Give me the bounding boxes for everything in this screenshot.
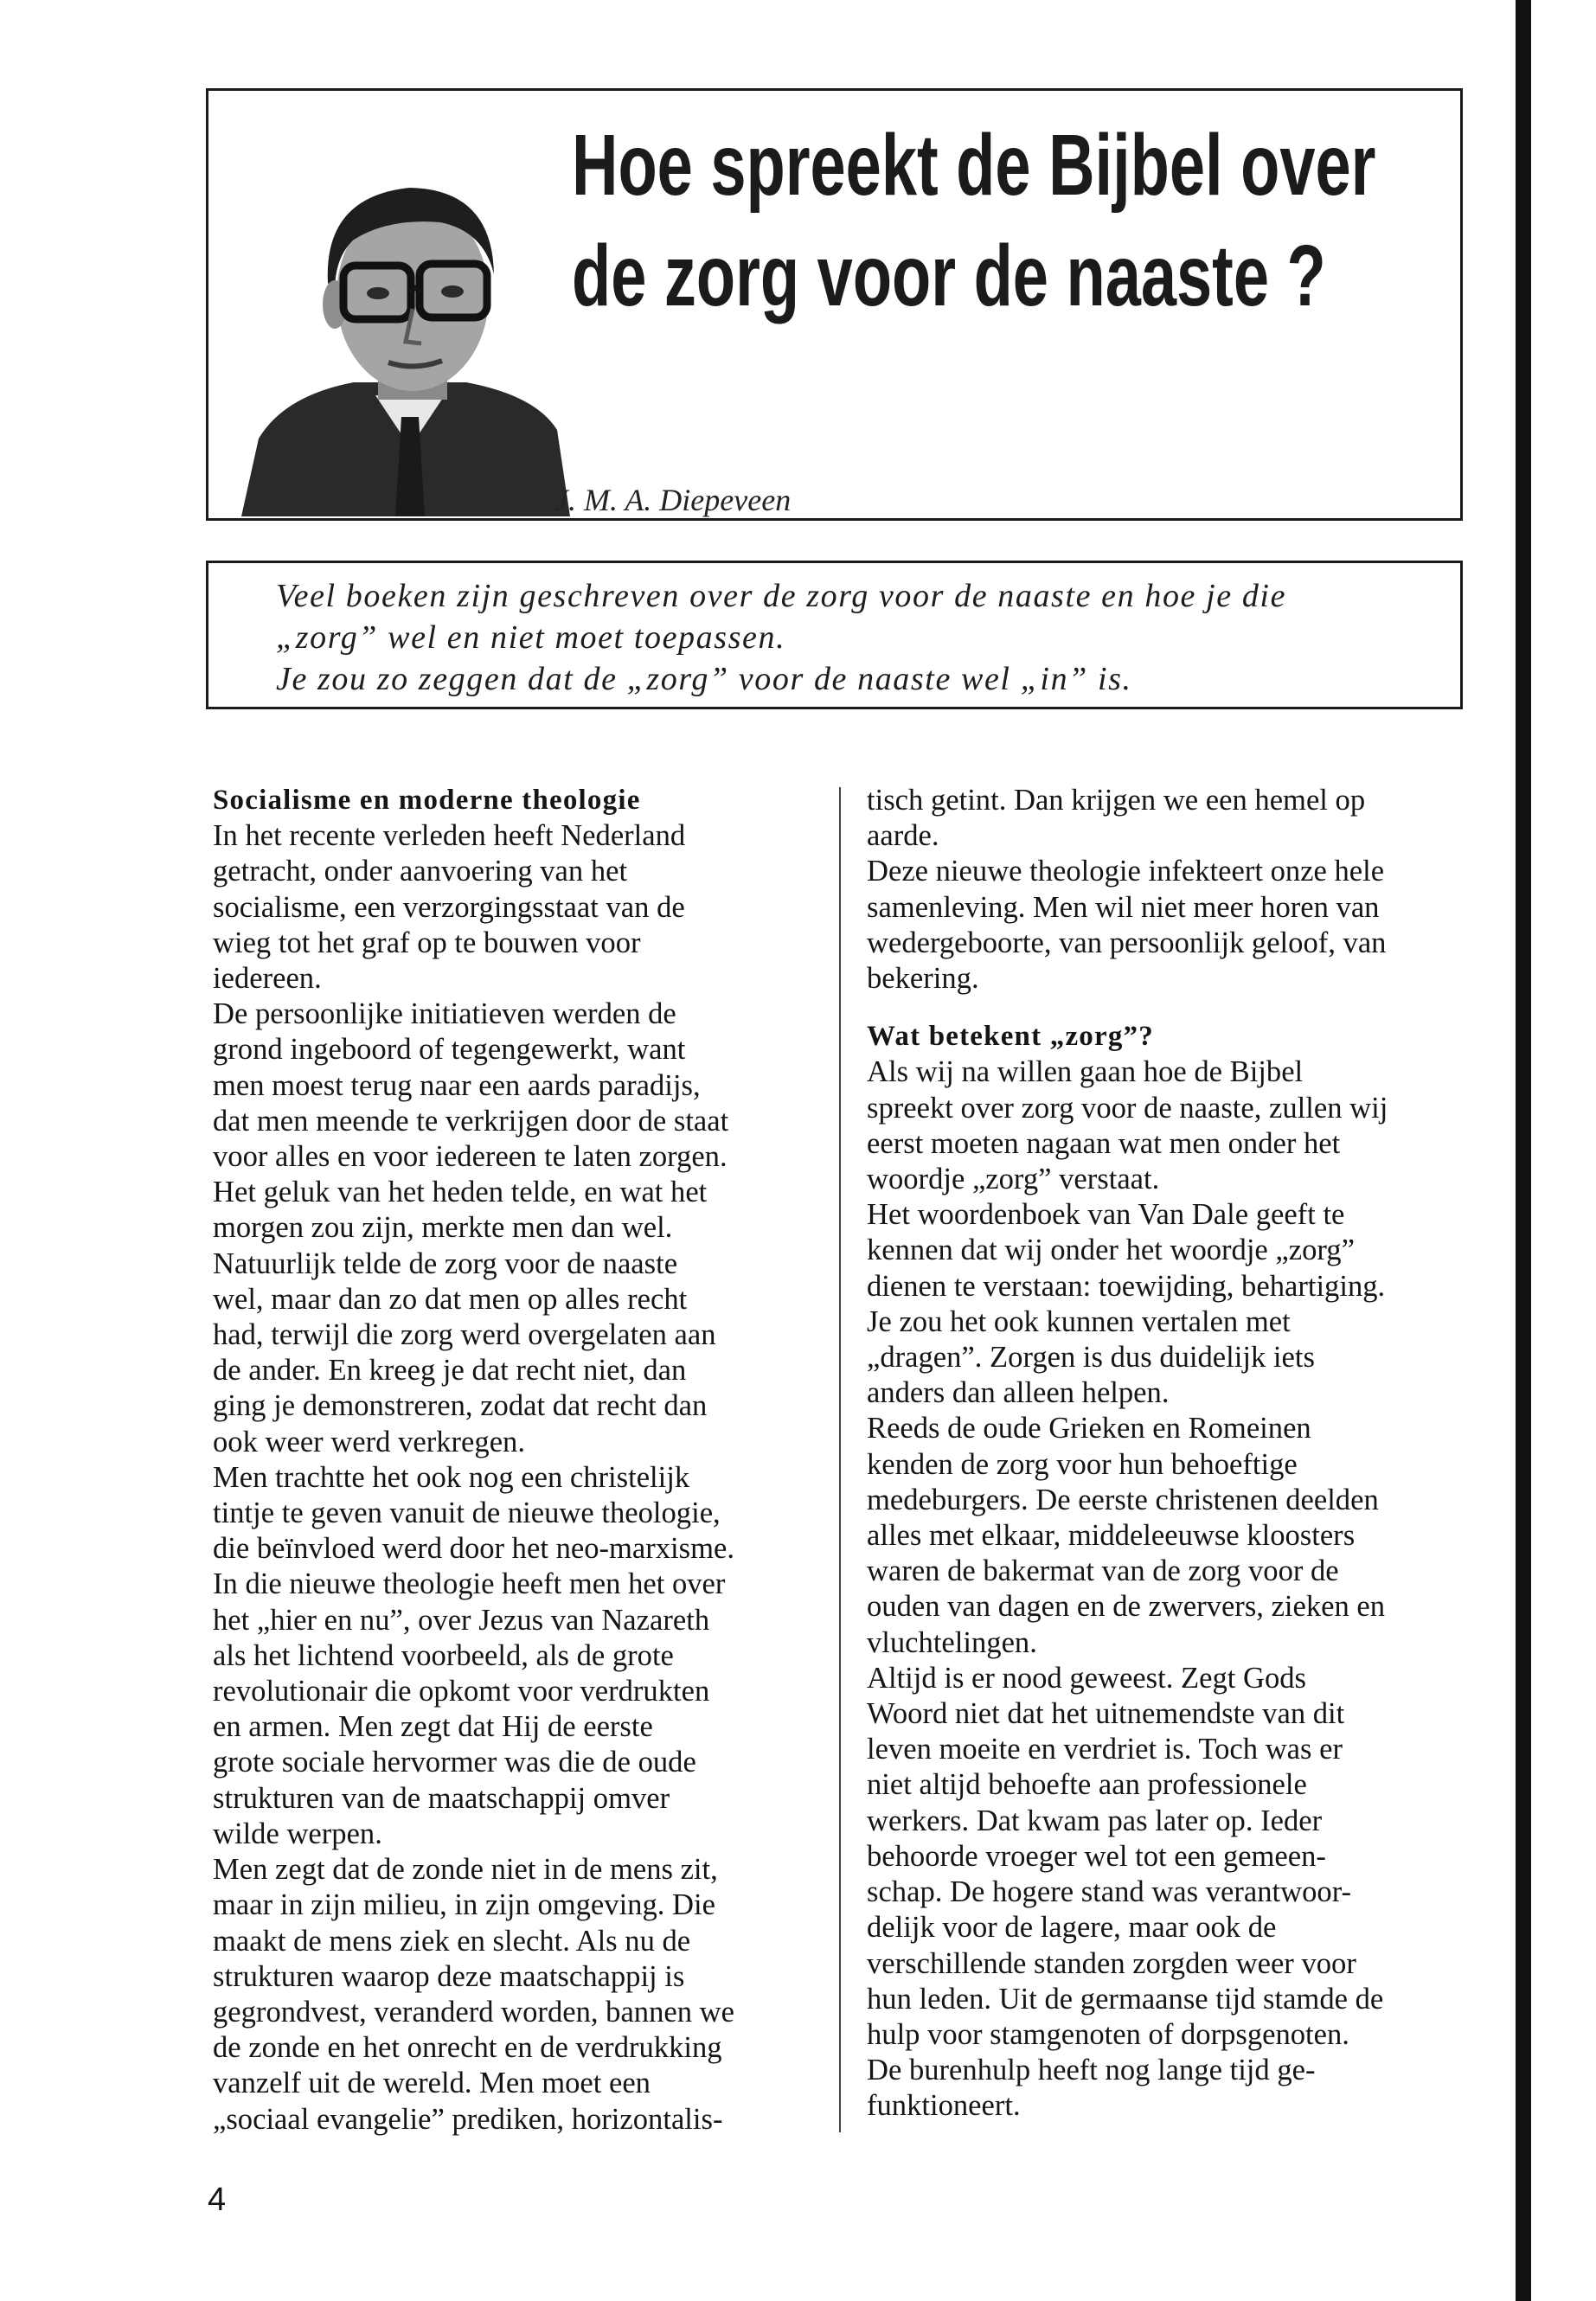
text-line: kennen dat wij onder het woordje „zorg” <box>867 1234 1355 1267</box>
text-line: leven moeite en verdriet is. Toch was er <box>867 1733 1343 1766</box>
text-line: vluchtelingen. <box>867 1625 1037 1659</box>
text-line: hulp voor stamgenoten of dorpsgenoten. <box>867 2017 1349 2051</box>
text-line: wedergeboorte, van persoonlijk geloof, van <box>867 926 1387 959</box>
text-line: Altijd is er nood geweest. Zegt Gods <box>867 1661 1307 1695</box>
section-heading: Wat betekent „zorg”? <box>867 1021 1154 1053</box>
text-line: Reeds de oude Grieken en Romeinen <box>867 1412 1311 1445</box>
text-line: werkers. Dat kwam pas later op. Ieder <box>867 1804 1323 1837</box>
text-line: strukturen van de maatschappij omver <box>213 1781 670 1815</box>
text-line: morgen zou zijn, merkte men dan wel. <box>213 1211 673 1245</box>
text-line: Woord niet dat het uitnemendste van dit <box>867 1697 1345 1731</box>
text-line: funktioneert. <box>867 2089 1021 2123</box>
text-line: De burenhulp heeft nog lange tijd ge- <box>867 2054 1316 2087</box>
text-line: gegrondvest, veranderd worden, bannen we <box>213 1995 734 2029</box>
text-line: revolutionair die opkomt voor verdrukten <box>213 1675 710 1708</box>
section-gap <box>867 997 1490 1019</box>
text-line: men moest terug naar een aards paradijs, <box>213 1068 701 1102</box>
section-heading: Socialisme en moderne theologie <box>213 785 641 816</box>
text-line: samenleving. Men wil niet meer horen van <box>867 890 1380 924</box>
text-line: had, terwijl die zorg werd overgelaten aan <box>213 1318 716 1352</box>
text-line: De persoonlijke initiatieven werden de <box>213 997 676 1031</box>
intro-box <box>206 561 1463 709</box>
text-line: waren de bakermat van de zorg voor de <box>867 1554 1339 1588</box>
text-line: grote sociale hervormer was die de oude <box>213 1746 696 1779</box>
text-line: iedereen. <box>213 962 322 996</box>
intro-line: „zorg” wel en niet moet toepassen. <box>276 619 786 656</box>
text-line: het „hier en nu”, over Jezus van Nazareth <box>213 1603 710 1637</box>
text-line: ging je demonstreren, zodat dat recht dan <box>213 1389 708 1423</box>
text-line: getracht, onder aanvoering van het <box>213 855 628 888</box>
text-line: strukturen waarop deze maatschappij is <box>213 1959 685 1993</box>
text-line: spreekt over zorg voor de naaste, zullen wij <box>867 1091 1388 1125</box>
text-line: woordje „zorg” verstaat. <box>867 1163 1160 1196</box>
text-line: verschillende standen zorgden weer voor <box>867 1946 1356 1980</box>
text-line: wilde werpen. <box>213 1817 382 1850</box>
article-title <box>572 110 1375 331</box>
text-line: tintje te geven vanuit de nieuwe theologie, <box>213 1497 721 1530</box>
text-line: dat men meende te verkrijgen door de staat <box>213 1104 729 1138</box>
author-byline: J. M. A. Diepeveen <box>554 483 792 517</box>
text-line: ouden van dagen en de zwervers, zieken en <box>867 1590 1386 1624</box>
title-line-1: Hoe spreekt de Bijbel over <box>572 117 1376 214</box>
text-line: dienen te verstaan: toewijding, behartiging. <box>867 1269 1386 1303</box>
text-line: „dragen”. Zorgen is dus duidelijk iets <box>867 1341 1315 1375</box>
text-line: In die nieuwe theologie heeft men het over <box>213 1567 726 1601</box>
text-line: alles met elkaar, middeleeuwse kloosters <box>867 1519 1356 1553</box>
right-column <box>867 783 1490 2125</box>
text-line: medeburgers. De eerste christenen deelden <box>867 1483 1379 1516</box>
text-line: Deze nieuwe theologie infekteert onze hele <box>867 855 1385 888</box>
intro-line: Veel boeken zijn geschreven over de zorg voor de naaste en hoe je die <box>276 578 1287 614</box>
text-line: die beïnvloed werd door het neo-marxisme. <box>213 1532 735 1566</box>
text-line: delijk voor de lagere, maar ook de <box>867 1911 1277 1945</box>
page-number: 4 <box>208 2182 227 2218</box>
text-line: kenden de zorg voor hun behoeftige <box>867 1447 1298 1481</box>
left-column <box>213 783 870 2138</box>
article-header <box>206 88 1463 521</box>
text-line: wieg tot het graf op te bouwen voor <box>213 926 641 959</box>
intro-line: Je zou zo zeggen dat de „zorg” voor de naaste wel „in” is. <box>276 661 1132 697</box>
text-line: wel, maar dan zo dat men op alles recht <box>213 1282 688 1316</box>
text-line: Men trachtte het ook nog een christelijk <box>213 1460 690 1494</box>
author-portrait <box>224 136 596 516</box>
text-line: Het woordenboek van Van Dale geeft te <box>867 1198 1345 1232</box>
text-line: maar in zijn milieu, in zijn omgeving. Die <box>213 1888 715 1922</box>
text-line: Het geluk van het heden telde, en wat het <box>213 1176 708 1209</box>
author-portrait-image <box>224 136 596 516</box>
title-line-2: de zorg voor de naaste ? <box>572 228 1326 324</box>
text-line: „sociaal evangelie” prediken, horizontalis- <box>213 2102 723 2136</box>
text-line: tisch getint. Dan krijgen we een hemel op <box>867 784 1366 817</box>
text-line: grond ingeboord of tegengewerkt, want <box>213 1033 686 1067</box>
text-line: niet altijd behoefte aan professionele <box>867 1768 1307 1802</box>
text-line: aarde. <box>867 819 939 853</box>
text-line: behoorde vroeger wel tot een gemeen- <box>867 1839 1326 1873</box>
text-line: vanzelf uit de wereld. Men moet een <box>213 2067 651 2100</box>
text-line: Als wij na willen gaan hoe de Bijbel <box>867 1055 1304 1089</box>
text-line: maakt de mens ziek en slecht. Als nu de <box>213 1924 691 1958</box>
text-line: Natuurlijk telde de zorg voor de naaste <box>213 1247 678 1280</box>
text-line: als het lichtend voorbeeld, als de grote <box>213 1638 674 1672</box>
text-line: hun leden. Uit de germaanse tijd stamde de <box>867 1982 1384 2016</box>
text-line: eerst moeten nagaan wat men onder het <box>867 1126 1341 1160</box>
text-line: de zonde en het onrecht en de verdrukking <box>213 2031 722 2065</box>
text-line: bekering. <box>867 962 979 996</box>
text-line: socialisme, een verzorgingsstaat van de <box>213 890 685 924</box>
text-line: Je zou het ook kunnen vertalen met <box>867 1304 1291 1338</box>
text-line: ook weer werd verkregen. <box>213 1425 525 1458</box>
text-line: de ander. En kreeg je dat recht niet, dan <box>213 1354 687 1388</box>
text-line: voor alles en voor iedereen te laten zorgen. <box>213 1140 727 1174</box>
text-line: en armen. Men zegt dat Hij de eerste <box>213 1710 653 1744</box>
text-line: anders dan alleen helpen. <box>867 1376 1170 1410</box>
column-divider <box>839 787 841 2132</box>
text-line: In het recente verleden heeft Nederland <box>213 819 686 853</box>
page-edge-rule <box>1516 0 1531 2301</box>
text-line: Men zegt dat de zonde niet in de mens zit, <box>213 1853 718 1887</box>
text-line: schap. De hogere stand was verantwoor- <box>867 1875 1352 1909</box>
